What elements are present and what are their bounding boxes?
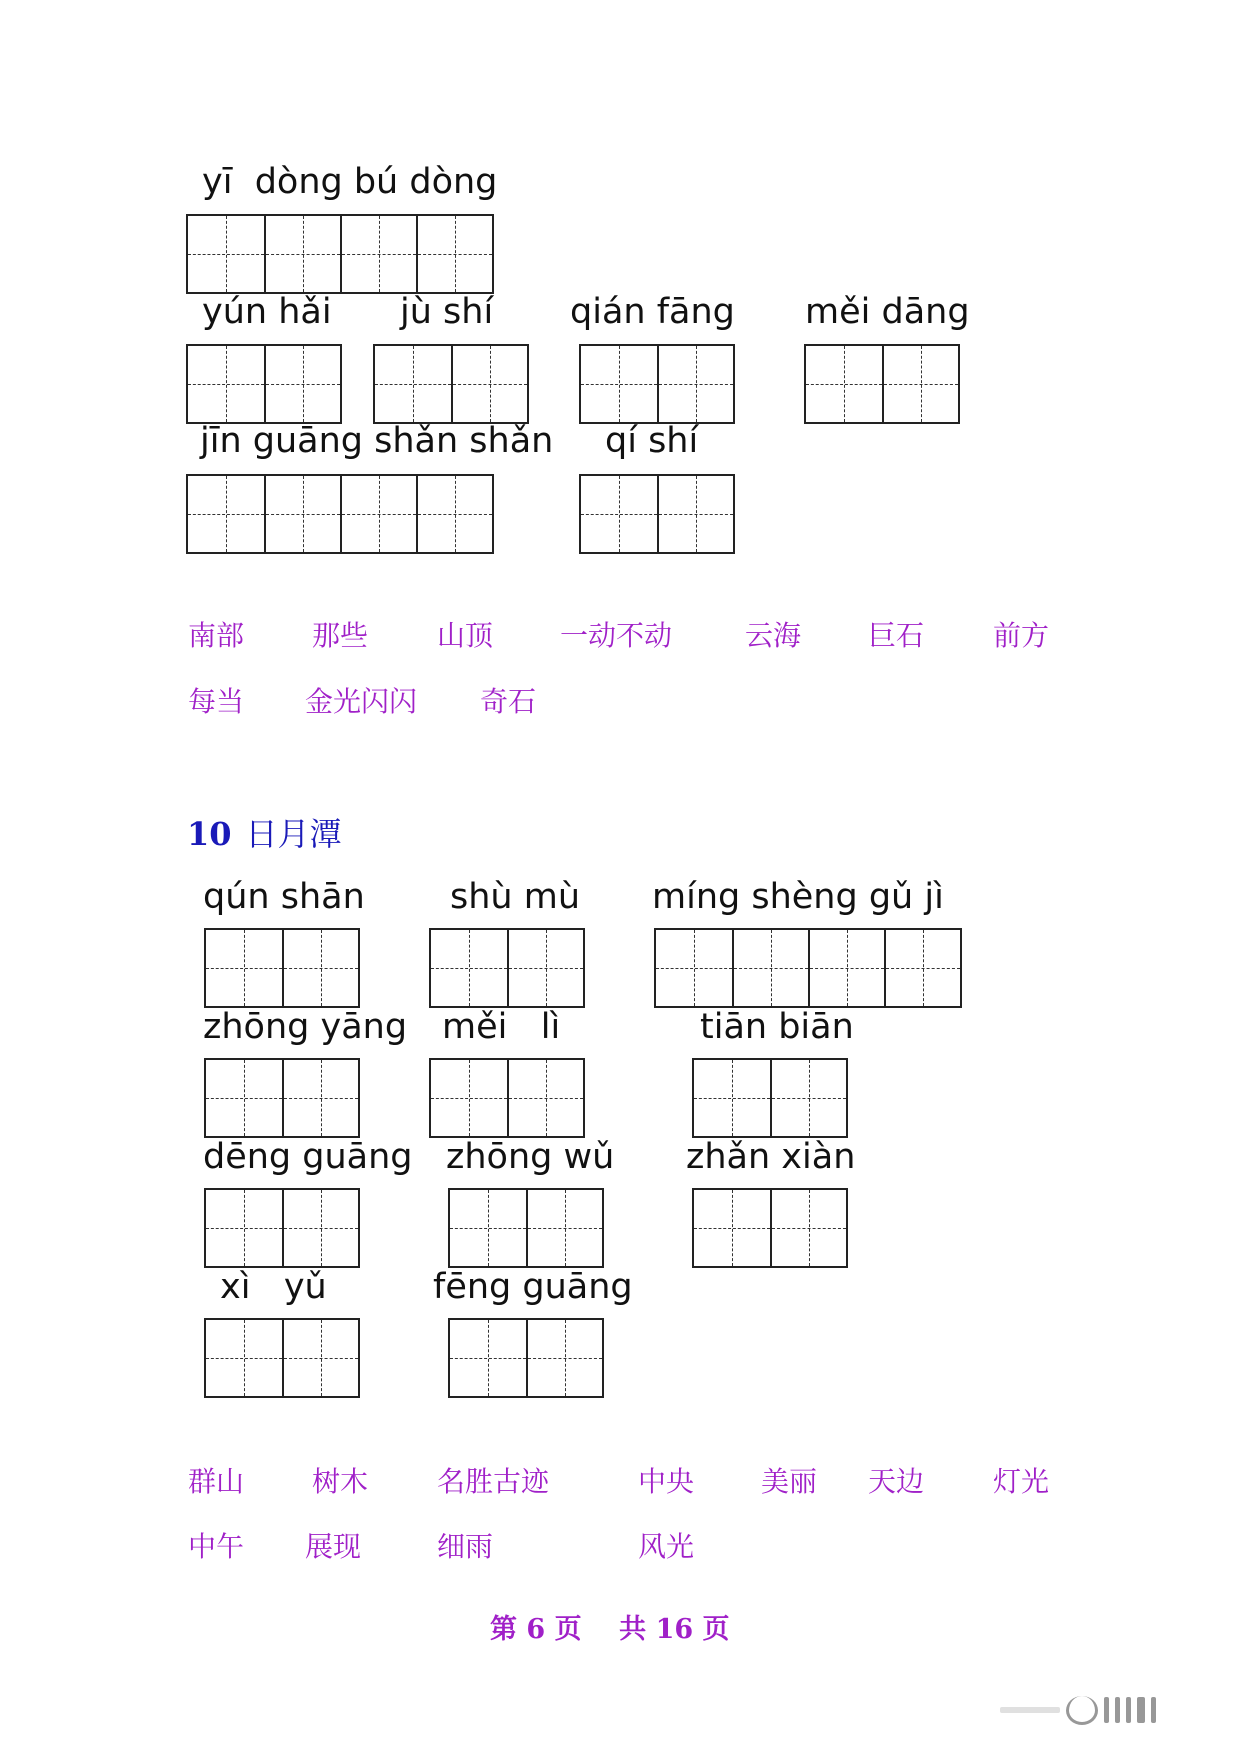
- word-bank-item: 美丽: [761, 1465, 818, 1498]
- grid-cell[interactable]: [282, 1060, 358, 1136]
- grid-cell[interactable]: [657, 476, 733, 552]
- pinyin-label: jù shí: [400, 292, 494, 332]
- word-bank-item: 前方: [993, 619, 1050, 652]
- pinyin-label: yún hǎi: [202, 292, 332, 332]
- grid-cell[interactable]: [806, 346, 882, 422]
- word-bank-item: 金光闪闪: [305, 685, 418, 718]
- word-bank-item: 中午: [188, 1530, 245, 1563]
- grid-cell[interactable]: [526, 1320, 602, 1396]
- word-bank-item: 南部: [188, 619, 245, 652]
- pinyin-label: yī dòng bú dòng: [202, 162, 498, 202]
- pinyin-label: jīn guāng shǎn shǎn: [200, 421, 554, 461]
- grid-cell[interactable]: [375, 346, 451, 422]
- pinyin-label: měi lì: [442, 1007, 561, 1047]
- writing-grid[interactable]: [373, 344, 529, 424]
- grid-cell[interactable]: [264, 476, 340, 552]
- grid-cell[interactable]: [694, 1190, 770, 1266]
- writing-grid[interactable]: [204, 1058, 360, 1138]
- writing-grid[interactable]: [692, 1058, 848, 1138]
- grid-cell[interactable]: [450, 1190, 526, 1266]
- grid-cell[interactable]: [264, 216, 340, 292]
- grid-cell[interactable]: [581, 346, 657, 422]
- grid-cell[interactable]: [656, 930, 732, 1006]
- grid-cell[interactable]: [507, 930, 583, 1006]
- writing-grid[interactable]: [692, 1188, 848, 1268]
- writing-grid[interactable]: [204, 928, 360, 1008]
- pinyin-label: qián fāng: [570, 292, 735, 332]
- grid-cell[interactable]: [451, 346, 527, 422]
- word-bank-item: 天边: [868, 1465, 925, 1498]
- grid-cell[interactable]: [431, 930, 507, 1006]
- word-bank-item: 树木: [312, 1465, 369, 1498]
- lesson-heading: [187, 815, 342, 853]
- grid-cell[interactable]: [884, 930, 960, 1006]
- grid-cell[interactable]: [282, 930, 358, 1006]
- writing-grid[interactable]: [579, 344, 735, 424]
- writing-grid[interactable]: [186, 474, 494, 554]
- grid-cell[interactable]: [431, 1060, 507, 1136]
- grid-cell[interactable]: [732, 930, 808, 1006]
- grid-cell[interactable]: [416, 476, 492, 552]
- writing-grid[interactable]: [186, 214, 494, 294]
- grid-cell[interactable]: [770, 1190, 846, 1266]
- word-bank-item: 群山: [188, 1465, 245, 1498]
- grid-cell[interactable]: [282, 1320, 358, 1396]
- lesson-number: 10: [187, 815, 232, 853]
- word-bank-item: 一动不动: [560, 619, 673, 652]
- grid-cell[interactable]: [450, 1320, 526, 1396]
- grid-cell[interactable]: [657, 346, 733, 422]
- grid-cell[interactable]: [206, 930, 282, 1006]
- pinyin-label: zhǎn xiàn: [686, 1137, 856, 1177]
- pinyin-label: zhōng yāng: [203, 1007, 408, 1047]
- grid-cell[interactable]: [264, 346, 340, 422]
- writing-grid[interactable]: [448, 1188, 604, 1268]
- writing-grid[interactable]: [654, 928, 962, 1008]
- writing-grid[interactable]: [429, 1058, 585, 1138]
- grid-cell[interactable]: [416, 216, 492, 292]
- word-bank-item: 名胜古迹: [437, 1465, 550, 1498]
- grid-cell[interactable]: [206, 1320, 282, 1396]
- grid-cell[interactable]: [770, 1060, 846, 1136]
- lesson-title: 日月潭: [245, 815, 342, 853]
- pinyin-label: měi dāng: [805, 292, 970, 332]
- pinyin-label: qí shí: [605, 421, 699, 461]
- word-bank-item: 风光: [638, 1530, 695, 1563]
- grid-cell[interactable]: [282, 1190, 358, 1266]
- grid-cell[interactable]: [188, 476, 264, 552]
- word-bank-item: 中央: [638, 1465, 695, 1498]
- writing-grid[interactable]: [204, 1318, 360, 1398]
- writing-grid[interactable]: [448, 1318, 604, 1398]
- word-bank-item: 云海: [745, 619, 802, 652]
- pinyin-label: fēng guāng: [433, 1267, 633, 1307]
- grid-cell[interactable]: [507, 1060, 583, 1136]
- grid-cell[interactable]: [882, 346, 958, 422]
- word-bank-item: 山顶: [437, 619, 494, 652]
- word-bank-item: 灯光: [993, 1465, 1050, 1498]
- word-bank-item: 巨石: [868, 619, 925, 652]
- word-bank-item: 展现: [305, 1530, 362, 1563]
- pinyin-label: zhōng wǔ: [446, 1137, 615, 1177]
- page-footer: 第 6 页 共 16 页: [490, 1614, 730, 1645]
- grid-cell[interactable]: [340, 216, 416, 292]
- grid-cell[interactable]: [340, 476, 416, 552]
- word-bank-item: 那些: [312, 619, 369, 652]
- writing-grid[interactable]: [186, 344, 342, 424]
- pinyin-label: xì yǔ: [220, 1267, 327, 1307]
- grid-cell[interactable]: [581, 476, 657, 552]
- pinyin-label: míng shèng gǔ jì: [652, 877, 944, 917]
- grid-cell[interactable]: [808, 930, 884, 1006]
- grid-cell[interactable]: [694, 1060, 770, 1136]
- grid-cell[interactable]: [188, 216, 264, 292]
- grid-cell[interactable]: [206, 1190, 282, 1266]
- pinyin-label: qún shān: [203, 877, 365, 917]
- pinyin-label: tiān biān: [700, 1007, 854, 1047]
- writing-grid[interactable]: [579, 474, 735, 554]
- pinyin-label: shù mù: [450, 877, 581, 917]
- writing-grid[interactable]: [429, 928, 585, 1008]
- grid-cell[interactable]: [206, 1060, 282, 1136]
- word-bank-item: 每当: [188, 685, 245, 718]
- word-bank-item: 奇石: [480, 685, 537, 718]
- watermark: [1000, 1690, 1210, 1730]
- pinyin-label: dēng guāng: [203, 1137, 413, 1177]
- grid-cell[interactable]: [526, 1190, 602, 1266]
- writing-grid[interactable]: [804, 344, 960, 424]
- word-bank-item: 细雨: [437, 1530, 494, 1563]
- writing-grid[interactable]: [204, 1188, 360, 1268]
- grid-cell[interactable]: [188, 346, 264, 422]
